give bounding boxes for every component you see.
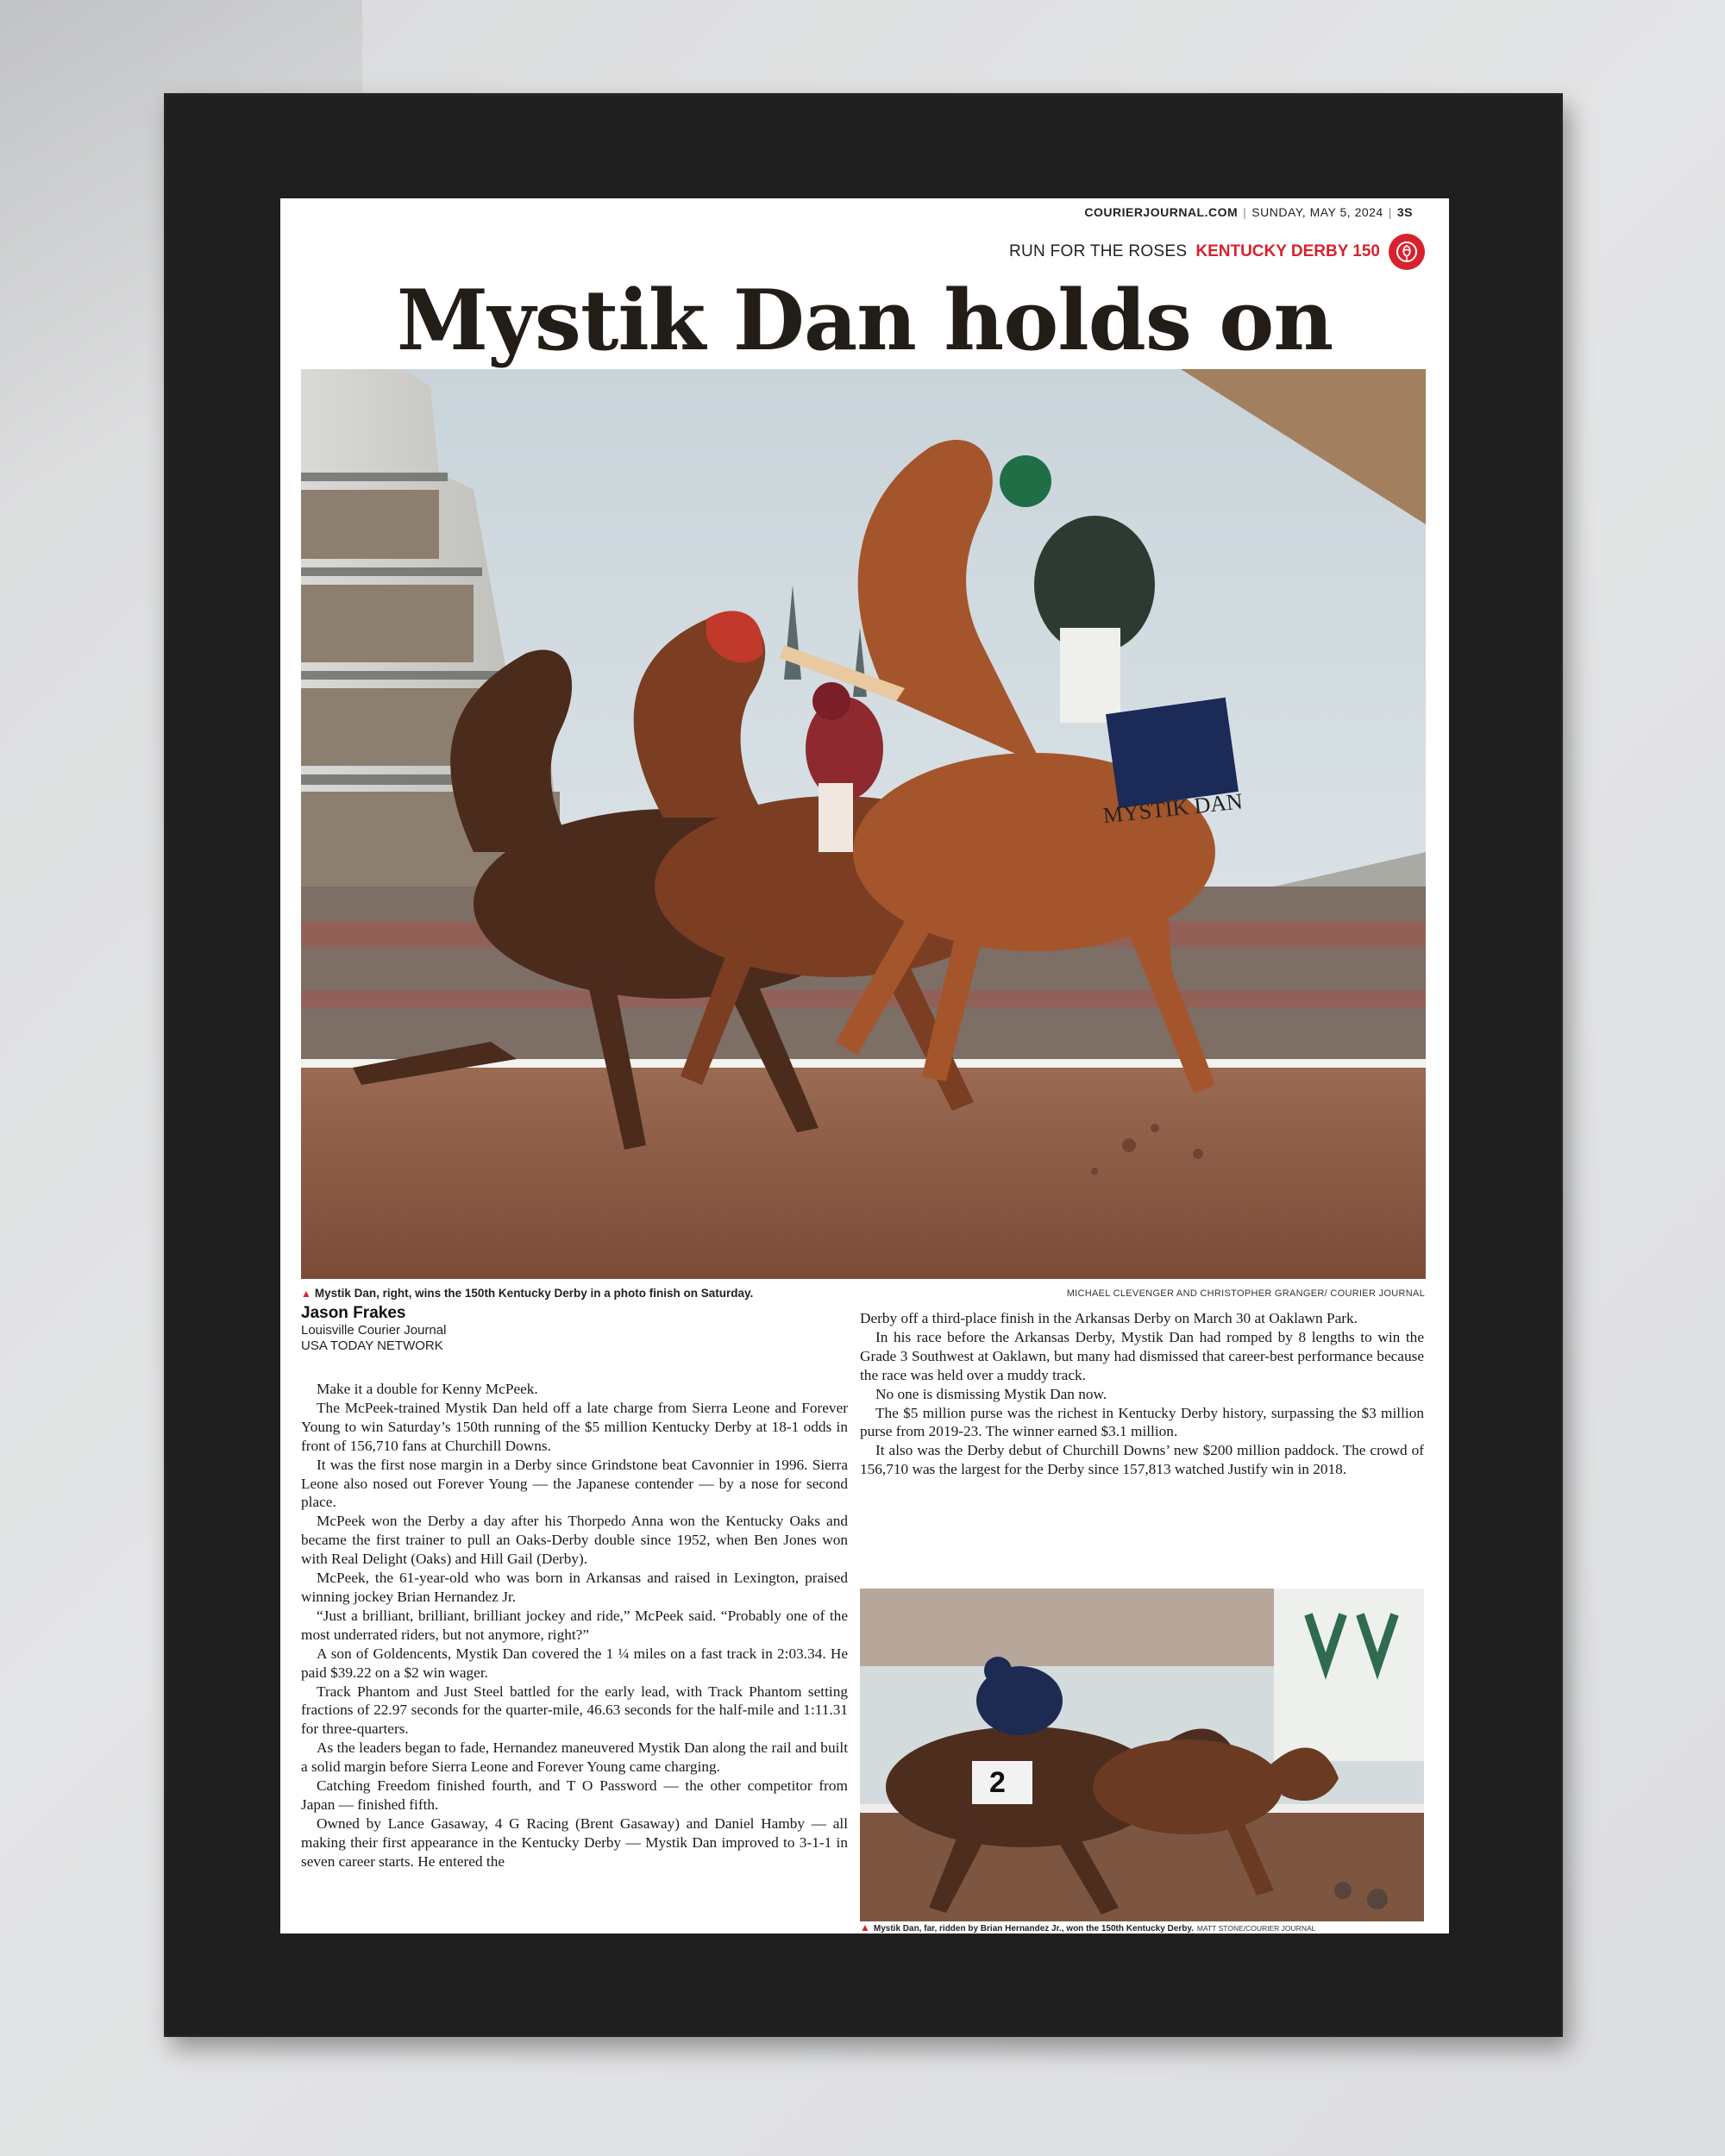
article-column-right <box>860 1309 1424 1479</box>
article-paragraph: In his race before the Arkansas Derby, Mystik Dan had romped by 8 lengths to win the Grade 3 Southwest at Oaklawn, but many had dismissed that career-best performance because the race was held over a muddy track. <box>860 1328 1424 1383</box>
section-event: KENTUCKY DERBY 150 <box>1195 242 1380 260</box>
second-photo <box>860 1589 1424 1921</box>
site-name: COURIERJOURNAL.COM <box>1084 205 1239 219</box>
caption-triangle-icon: ▲ <box>301 1288 311 1300</box>
byline-network: USA TODAY NETWORK <box>301 1338 443 1353</box>
saddlecloth-text: MYSTIK DAN <box>1101 788 1245 829</box>
page-number: 3S <box>1396 205 1413 219</box>
article-paragraph: The McPeek-trained Mystik Dan held off a late charge from Sierra Leone and Forever Young to win Saturday’s 150th running of the $5 million Kentucky Derby at 18-1 odds in front of 156,710 fans at Churchill Downs. <box>301 1399 848 1454</box>
article-paragraph: Catching Freedom finished fourth, and T O Password — the other competitor from Japan — finished fifth. <box>301 1777 848 1813</box>
byline-outlet: Louisville Courier Journal <box>301 1323 447 1338</box>
headline: Mystik Dan holds on <box>396 272 1333 369</box>
article-paragraph: As the leaders began to fade, Hernandez maneuvered Mystik Dan along the rail and built a solid margin before Sierra Leone and Forever Young came charging. <box>301 1739 848 1776</box>
main-photo <box>301 369 1426 1279</box>
article-paragraph: It was the first nose margin in a Derby since Grindstone beat Cavonnier in 1996. Sierra Leone also nosed out Forever Young — the Japanese contender — by a nose for second place. <box>301 1456 848 1511</box>
rose-logo-icon <box>1389 234 1425 270</box>
main-photo-credit: MICHAEL CLEVENGER AND CHRISTOPHER GRANGER/ COURIER JOURNAL <box>1066 1288 1425 1299</box>
masthead-line: COURIERJOURNAL.COM | SUNDAY, MAY 5, 2024 | 3S <box>1084 205 1413 219</box>
article-paragraph: No one is dismissing Mystik Dan now. <box>875 1385 1107 1402</box>
article-paragraph: A son of Goldencents, Mystik Dan covered the 1 ¼ miles on a fast track in 2:03.34. He paid $39.22 on a $2 win wager. <box>301 1645 848 1681</box>
article-paragraph: McPeek won the Derby a day after his Thorpedo Anna won the Kentucky Oaks and became the first trainer to pull an Oaks-Derby double since 1952, when Ben Jones won with Real Delight (Oaks) and Hill Gail (Derby). <box>301 1513 848 1568</box>
article-paragraph: McPeek, the 61-year-old who was born in Arkansas and raised in Lexington, praised winning jockey Brian Hernandez Jr. <box>301 1570 848 1605</box>
article-paragraph: The $5 million purse was the richest in Kentucky Derby history, surpassing the $3 million purse from 2019-23. The winner earned $3.1 million. <box>860 1404 1424 1440</box>
byline-author: Jason Frakes <box>301 1304 406 1322</box>
section-label: RUN FOR THE ROSES <box>1008 242 1188 260</box>
caption-triangle-icon: ▲ <box>860 1921 870 1934</box>
svg-text:2: 2 <box>989 1766 1006 1799</box>
article-paragraph: It also was the Derby debut of Churchill Downs’ new $200 million paddock. The crowd of 156,710 was the largest for the Derby since 157,813 watched Justify win in 2018. <box>860 1442 1424 1478</box>
newspaper-page <box>280 198 1449 1934</box>
article-paragraph: Make it a double for Kenny McPeek. <box>317 1381 538 1397</box>
second-photo-credit: MATT STONE/COURIER JOURNAL <box>1196 1924 1316 1933</box>
second-photo-caption: ▲ Mystik Dan, far, ridden by Brian Hernandez Jr., won the 150th Kentucky Derby. MATT STONE/COURIER JOURNAL <box>860 1921 1316 1934</box>
article-column-left <box>301 1380 848 1871</box>
article-paragraph: “Just a brilliant, brilliant, brilliant jockey and ride,” McPeek said. “Probably one of the most underrated riders, but not anymore, right?” <box>301 1607 848 1643</box>
article-paragraph: Track Phantom and Just Steel battled for the early lead, with Track Phantom setting fractions of 22.97 seconds for the quarter-mile, 46.63 seconds for the half-mile and 1:11.31 for three-quarters. <box>301 1683 848 1738</box>
article-paragraph: Owned by Lance Gasaway, 4 G Racing (Brent Gasaway) and Daniel Hamby — all making their first appearance in the Kentucky Derby — Mystik Dan improved to 3-1-1 in seven career starts. He entered the <box>301 1814 848 1870</box>
main-photo-caption: ▲ Mystik Dan, right, wins the 150th Kentucky Derby in a photo finish on Saturday. <box>301 1287 754 1300</box>
section-bar <box>1009 233 1425 271</box>
article-paragraph: Derby off a third-place finish in the Arkansas Derby on March 30 at Oaklawn Park. <box>860 1310 1358 1326</box>
issue-date: SUNDAY, MAY 5, 2024 <box>1251 205 1383 219</box>
byline <box>301 1304 446 1354</box>
